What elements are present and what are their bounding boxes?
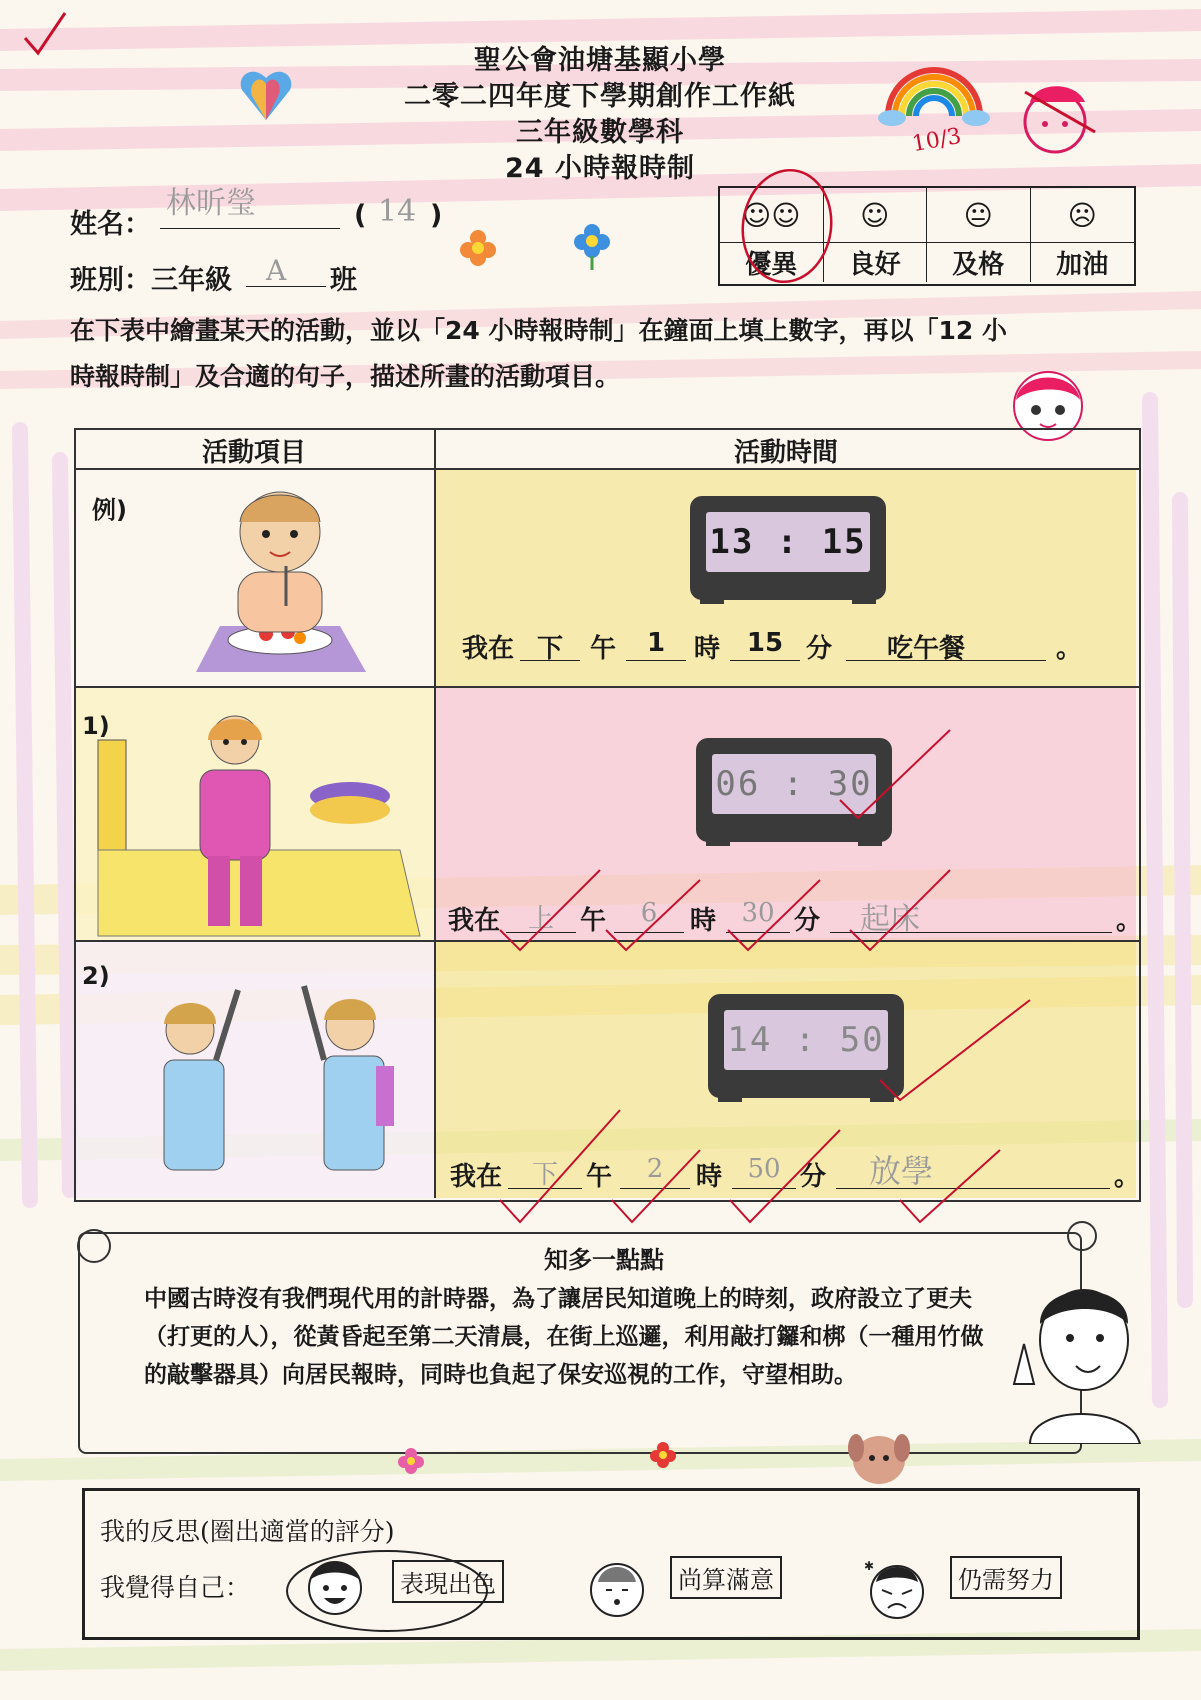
face-tryharder-icon: ☹	[1031, 188, 1135, 243]
grade-good: 良好	[824, 243, 928, 282]
knowledge-line1: 中國古時沒有我們現代用的計時器，為了讓居民知道晚上的時刻，政府設立了更夫	[144, 1286, 972, 1312]
hour-unit: 時	[696, 1162, 723, 1192]
flower-icon	[648, 1440, 678, 1470]
hour-value: 1	[646, 628, 666, 658]
class-value: A	[266, 254, 287, 287]
minute-unit: 分	[800, 1162, 827, 1192]
face-neutral-icon	[586, 1556, 648, 1620]
svg-text:✱: ✱	[864, 1559, 875, 1573]
instructions-line1: 在下表中繪畫某天的活動，並以「24 小時報時制」在鐘面上填上數字，再以「12 小	[70, 316, 1007, 345]
sentence-prefix: 我在	[462, 634, 515, 664]
flower-icon	[396, 1446, 426, 1476]
number-close: )	[430, 200, 443, 231]
hour-value: 2	[646, 1154, 664, 1184]
grade-tryharder: 加油	[1056, 250, 1109, 280]
ampm-1: 下	[536, 634, 563, 664]
minute-unit: 分	[794, 906, 821, 936]
activity-value: 起床	[860, 902, 920, 937]
school-name: 聖公會油塘基顯小學	[474, 45, 726, 76]
knowledge-line2: （打更的人），從黃昏起至第二天清晨，在街上巡邏，利用敲打鑼和梆（一種用竹做	[144, 1324, 984, 1350]
date-mark: 10/3	[910, 123, 964, 158]
face-good-icon: ☺	[824, 188, 928, 243]
sentence-end: 。	[1116, 906, 1143, 936]
face-happy-icon	[302, 1552, 368, 1618]
face-excellent-icon: ☺☺	[720, 188, 824, 243]
term-title: 二零二四年度下學期創作工作紙	[404, 81, 796, 112]
class-suffix: 班	[330, 265, 357, 296]
cartoon-boy-icon	[1000, 1274, 1150, 1444]
hour-unit: 時	[694, 634, 721, 664]
face-worried-icon	[862, 1556, 932, 1622]
reflection-title: 我的反思(圈出適當的評分)	[100, 1517, 395, 1546]
knowledge-line3: 的敲擊器具）向居民報時，同時也負起了保安巡視的工作，守望相助。	[144, 1362, 857, 1388]
col-activity-header: 活動項目	[201, 438, 306, 468]
row-label-example: 例)	[92, 496, 127, 524]
activity-value: 放學	[868, 1152, 933, 1190]
hour-unit: 時	[690, 906, 717, 936]
clock-display: 14 : 50	[724, 1010, 888, 1070]
face-pass-icon: 😐	[927, 188, 1031, 243]
minute-unit: 分	[806, 634, 833, 664]
grade-excellent: 優異	[720, 243, 824, 282]
clock-display: 13 : 15	[706, 512, 870, 572]
sentence-end: 。	[1056, 634, 1083, 664]
ampm-2: 午	[580, 906, 607, 936]
instructions-line2: 時報時制」及合適的句子，描述所畫的活動項目。	[70, 362, 621, 391]
class-label: 班別：三年級	[70, 265, 232, 296]
dog-icon	[844, 1426, 914, 1488]
ampm-1: 上	[527, 904, 554, 934]
ampm-2: 午	[590, 634, 617, 664]
ampm-1: 下	[531, 1160, 558, 1190]
hour-value: 6	[640, 898, 658, 928]
option-excellent[interactable]: 表現出色	[392, 1560, 504, 1603]
sentence-end: 。	[1114, 1162, 1141, 1192]
minute-value: 30	[741, 898, 775, 928]
subject-title: 三年級數學科	[516, 117, 684, 148]
number-value: 14	[378, 194, 417, 229]
topic-title: 24 小時報時制	[505, 153, 695, 184]
row-label-1: 1)	[82, 712, 110, 740]
knowledge-title: 知多一點點	[544, 1246, 664, 1274]
option-needs-effort[interactable]: 仍需努力	[950, 1556, 1062, 1599]
col-time-header: 活動時間	[733, 438, 838, 468]
activity-value: 吃午餐	[886, 634, 965, 664]
ampm-2: 午	[586, 1162, 613, 1192]
option-satisfactory[interactable]: 尚算滿意	[670, 1556, 782, 1599]
name-label: 姓名：	[70, 209, 151, 240]
grade-pass: 及格	[927, 243, 1031, 282]
reflection-prompt: 我覺得自己：	[100, 1573, 251, 1602]
number-open: (	[354, 200, 367, 231]
sentence-prefix: 我在	[448, 906, 501, 936]
clock-display: 06 : 30	[712, 754, 876, 814]
name-value: 林昕瑩	[166, 186, 256, 221]
row-label-2: 2)	[82, 962, 110, 990]
minute-value: 50	[747, 1154, 781, 1184]
minute-value: 15	[746, 628, 784, 658]
sentence-prefix: 我在	[450, 1162, 503, 1192]
